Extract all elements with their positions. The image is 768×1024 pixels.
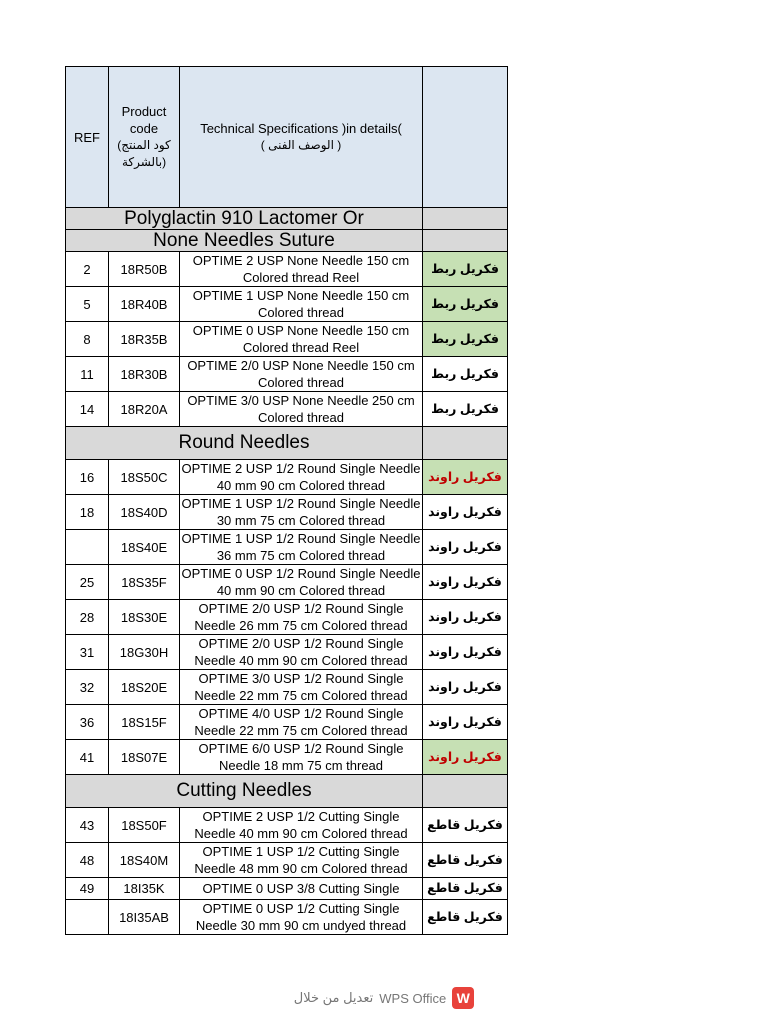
spec-cell [180, 530, 423, 565]
header-arabic [423, 67, 508, 208]
ref-cell [66, 530, 109, 565]
table-row [66, 357, 508, 392]
section-header-row [66, 427, 508, 460]
header-code: Product code (كود المنتج بالشركة) [109, 67, 180, 208]
table-row [66, 808, 508, 843]
arabic-name-cell: فكريل ربط [423, 357, 508, 392]
spec-line: OPTIME 3/0 USP None Needle 250 cm [187, 393, 415, 408]
table-row [66, 252, 508, 287]
product-sheet [65, 66, 507, 935]
spec-cell [180, 495, 423, 530]
ref-cell: 8 [66, 322, 109, 357]
footer-text: تعديل من خلال [293, 990, 374, 1005]
section-header-row [66, 230, 508, 252]
ref-cell: 11 [66, 357, 109, 392]
code-cell: 18G30H [109, 635, 180, 670]
spec-cell [180, 287, 423, 322]
ref-cell: 18 [66, 495, 109, 530]
arabic-name-cell: فكريل راوند [423, 530, 508, 565]
code-cell: 18I35K [109, 878, 180, 900]
section-arabic-cell [423, 775, 508, 808]
arabic-name-cell: فكريل راوند [423, 635, 508, 670]
footer-brand: WPS Office [379, 990, 447, 1006]
code-cell: 18S50C [109, 460, 180, 495]
ref-cell: 31 [66, 635, 109, 670]
spec-cell [180, 600, 423, 635]
spec-line: Needle 26 mm 75 cm Colored thread [194, 618, 408, 633]
code-cell: 18R30B [109, 357, 180, 392]
table-row [66, 565, 508, 600]
spec-line: OPTIME 0 USP 1/2 Round Single Needle [181, 566, 421, 581]
section-title: Polyglactin 910 Lactomer Or [66, 208, 423, 230]
table-row [66, 705, 508, 740]
table-row [66, 287, 508, 322]
code-cell: 18S30E [109, 600, 180, 635]
code-cell: 18S20E [109, 670, 180, 705]
spec-cell [180, 635, 423, 670]
arabic-name-cell: فكريل ربط [423, 287, 508, 322]
spec-line: Needle 48 mm 90 cm Colored thread [194, 861, 408, 876]
arabic-name-cell: فكريل راوند [423, 705, 508, 740]
code-cell: 18R20A [109, 392, 180, 427]
code-cell: 18I35AB [109, 900, 180, 935]
spec-line: OPTIME 1 USP 1/2 Round Single Needle [181, 496, 421, 511]
ref-cell: 41 [66, 740, 109, 775]
spec-cell [180, 392, 423, 427]
header-spec: Technical Specifications )in details( ( الوصف الفنى ) [180, 67, 423, 208]
spec-line: OPTIME 4/0 USP 1/2 Round Single [198, 706, 404, 721]
spec-cell [180, 252, 423, 287]
spec-cell [180, 357, 423, 392]
arabic-name-cell: فكريل راوند [423, 495, 508, 530]
spec-cell [180, 705, 423, 740]
spec-cell [180, 322, 423, 357]
ref-cell: 16 [66, 460, 109, 495]
spec-cell [180, 670, 423, 705]
ref-cell [66, 900, 109, 935]
wps-logo-icon: W [452, 987, 474, 1009]
spec-line: OPTIME 0 USP None Needle 150 cm [192, 323, 410, 338]
code-cell: 18S07E [109, 740, 180, 775]
spec-line: Colored thread [258, 305, 344, 320]
table-row [66, 392, 508, 427]
table-row [66, 495, 508, 530]
spec-line: 30 mm 75 cm Colored thread [216, 513, 386, 528]
code-cell: 18R40B [109, 287, 180, 322]
table-row [66, 322, 508, 357]
spec-line: Needle 30 mm 90 cm undyed thread [195, 918, 407, 933]
spec-line: OPTIME 2/0 USP 1/2 Round Single [198, 601, 404, 616]
code-cell: 18S40M [109, 843, 180, 878]
section-title: Cutting Needles [66, 775, 423, 808]
spec-line: 40 mm 90 cm Colored thread [216, 478, 386, 493]
arabic-name-cell: فكريل قاطع [423, 843, 508, 878]
spec-cell [180, 900, 423, 935]
spec-line: Colored thread Reel [242, 270, 360, 285]
section-title: None Needles Suture [66, 230, 423, 252]
ref-cell: 25 [66, 565, 109, 600]
spec-cell [180, 843, 423, 878]
code-cell: 18S50F [109, 808, 180, 843]
arabic-name-cell: فكريل راوند [423, 565, 508, 600]
spec-line: OPTIME 6/0 USP 1/2 Round Single [198, 741, 404, 756]
spec-line: Needle 40 mm 90 cm Colored thread [194, 653, 408, 668]
spec-line: OPTIME 1 USP None Needle 150 cm [192, 288, 410, 303]
ref-cell: 49 [66, 878, 109, 900]
section-arabic-cell [423, 208, 508, 230]
spec-line: 36 mm 75 cm Colored thread [216, 548, 386, 563]
arabic-name-cell: فكريل راوند [423, 600, 508, 635]
ref-cell: 14 [66, 392, 109, 427]
arabic-name-cell: فكريل قاطع [423, 900, 508, 935]
spec-line: OPTIME 2/0 USP 1/2 Round Single [198, 636, 404, 651]
table-row [66, 740, 508, 775]
spec-cell [180, 808, 423, 843]
table-row [66, 843, 508, 878]
spec-line: OPTIME 1 USP 1/2 Round Single Needle [181, 531, 421, 546]
spec-line: Needle 40 mm 90 cm Colored thread [194, 826, 408, 841]
arabic-name-cell: فكريل قاطع [423, 808, 508, 843]
section-arabic-cell [423, 427, 508, 460]
ref-cell: 43 [66, 808, 109, 843]
spec-line: OPTIME 2 USP 1/2 Cutting Single [202, 809, 400, 824]
spec-line: Colored thread [258, 410, 344, 425]
ref-cell: 48 [66, 843, 109, 878]
spec-line: Needle 22 mm 75 cm Colored thread [194, 723, 408, 738]
arabic-name-cell: فكريل ربط [423, 322, 508, 357]
code-cell: 18R50B [109, 252, 180, 287]
spec-line: OPTIME 2 USP None Needle 150 cm [192, 253, 410, 268]
section-header-row [66, 775, 508, 808]
product-table [65, 66, 508, 935]
code-cell: 18S35F [109, 565, 180, 600]
code-cell: 18S40D [109, 495, 180, 530]
arabic-name-cell: فكريل راوند [423, 460, 508, 495]
section-header-row [66, 208, 508, 230]
spec-line: OPTIME 3/0 USP 1/2 Round Single [198, 671, 404, 686]
header-row [66, 67, 508, 208]
ref-cell: 36 [66, 705, 109, 740]
code-cell: 18S15F [109, 705, 180, 740]
spec-cell [180, 740, 423, 775]
spec-line: Colored thread [258, 375, 344, 390]
spec-line: OPTIME 2 USP 1/2 Round Single Needle [181, 461, 421, 476]
table-row [66, 635, 508, 670]
spec-line: Needle 22 mm 75 cm Colored thread [194, 688, 408, 703]
section-title: Round Needles [66, 427, 423, 460]
table-row [66, 460, 508, 495]
code-cell: 18R35B [109, 322, 180, 357]
spec-line: OPTIME 2/0 USP None Needle 150 cm [187, 358, 415, 373]
spec-line: OPTIME 0 USP 1/2 Cutting Single [202, 901, 400, 916]
spec-line: 40 mm 90 cm Colored thread [216, 583, 386, 598]
spec-line: Needle 18 mm 75 cm thread [218, 758, 384, 773]
spec-cell [180, 565, 423, 600]
ref-cell: 5 [66, 287, 109, 322]
ref-cell: 28 [66, 600, 109, 635]
spec-cell [180, 878, 423, 900]
header-ref: REF [66, 67, 109, 208]
arabic-name-cell: فكريل ربط [423, 392, 508, 427]
table-row [66, 530, 508, 565]
spec-line: OPTIME 1 USP 1/2 Cutting Single [202, 844, 400, 859]
wps-footer [0, 986, 768, 1010]
ref-cell: 32 [66, 670, 109, 705]
section-arabic-cell [423, 230, 508, 252]
arabic-name-cell: فكريل قاطع [423, 878, 508, 900]
table-row [66, 878, 508, 900]
arabic-name-cell: فكريل ربط [423, 252, 508, 287]
spec-cell [180, 460, 423, 495]
code-cell: 18S40E [109, 530, 180, 565]
table-row [66, 900, 508, 935]
table-row [66, 670, 508, 705]
spec-line: OPTIME 0 USP 3/8 Cutting Single [202, 881, 400, 896]
arabic-name-cell: فكريل راوند [423, 740, 508, 775]
ref-cell: 2 [66, 252, 109, 287]
table-row [66, 600, 508, 635]
arabic-name-cell: فكريل راوند [423, 670, 508, 705]
spec-line: Colored thread Reel [242, 340, 360, 355]
